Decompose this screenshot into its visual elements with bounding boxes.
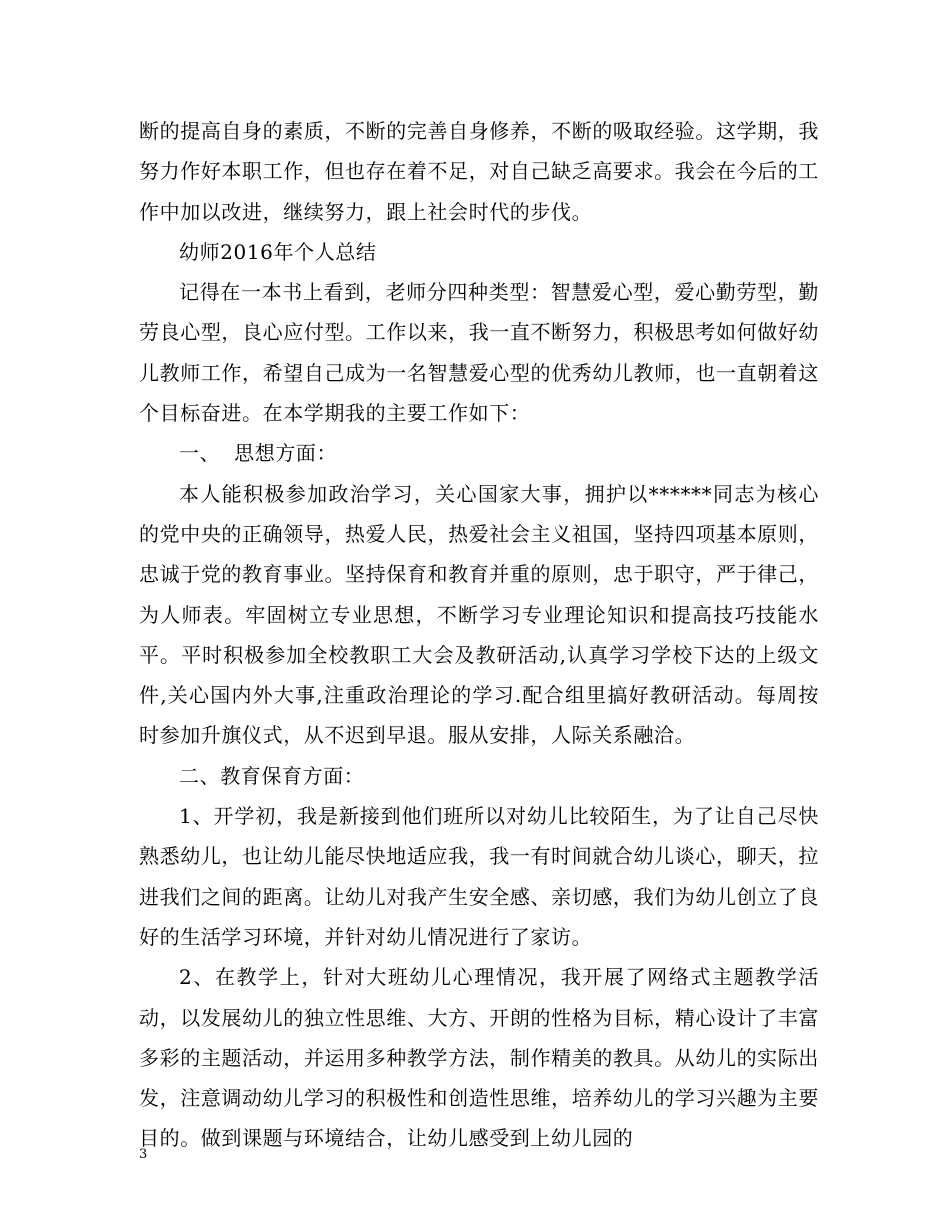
paragraph-item-2: 2、在教学上，针对大班幼儿心理情况，我开展了网络式主题教学活动，以发展幼儿的独立性思维、大方、开朗的性格为目标，精心设计了丰富多彩的主题活动，并运用多种教学方法，制作精美的教具。从幼儿的实际出发，注意调动幼儿学习的积极性和创造性思维，培养幼儿的学习兴趣为主要目的。做到课题与环境结合，让幼儿感受到上幼儿园的 [139,965,819,1151]
page-number: 3 [139,1147,148,1162]
paragraph-continuation: 断的提高自身的素质，不断的完善自身修养，不断的吸取经验。这学期，我努力作好本职工作，但也存在着不足，对自己缺乏高要求。我会在今后的工作中加以改进，继续努力，跟上社会时代的步伐。 [139,119,819,224]
paragraph-ideology: 本人能积极参加政治学习，关心国家大事，拥护以******同志为核心的党中央的正确领导，热爱人民，热爱社会主义祖国，坚持四项基本原则，忠诚于党的教育事业。坚持保育和教育并重的原则，忠于职守，严于律己，为人师表。牢固树立专业思想，不断学习专业理论知识和提高技巧技能水平。平时积极参加全校教职工大会及教研活动,认真学习学校下达的上级文件,关心国内外大事,注重政治理论的学习.配合组里搞好教研活动。每周按时参加升旗仪式，从不迟到早退。服从安排，人际关系融洽。 [139,481,819,748]
paragraph-intro: 记得在一本书上看到，老师分四种类型：智慧爱心型，爱心勤劳型，勤劳良心型，良心应付型。工作以来，我一直不断努力，积极思考如何做好幼儿教师工作，希望自己成为一名智慧爱心型的优秀幼儿教师，也一直朝着这个目标奋进。在本学期我的主要工作如下： [139,280,819,426]
paragraph-item-1: 1、开学初，我是新接到他们班所以对幼儿比较陌生，为了让自己尽快熟悉幼儿，也让幼儿能尽快地适应我，我一有时间就合幼儿谈心，聊天，拉进我们之间的距离。让幼儿对我产生安全感、亲切感，我们为幼儿创立了良好的生活学习环境，并针对幼儿情况进行了家访。 [139,804,819,949]
section-title: 幼师2016年个人总结 [179,239,377,264]
heading-education: 二、教育保育方面： [179,763,365,788]
document-body [139,111,819,1159]
heading-ideology: 一、 思想方面： [179,441,338,466]
